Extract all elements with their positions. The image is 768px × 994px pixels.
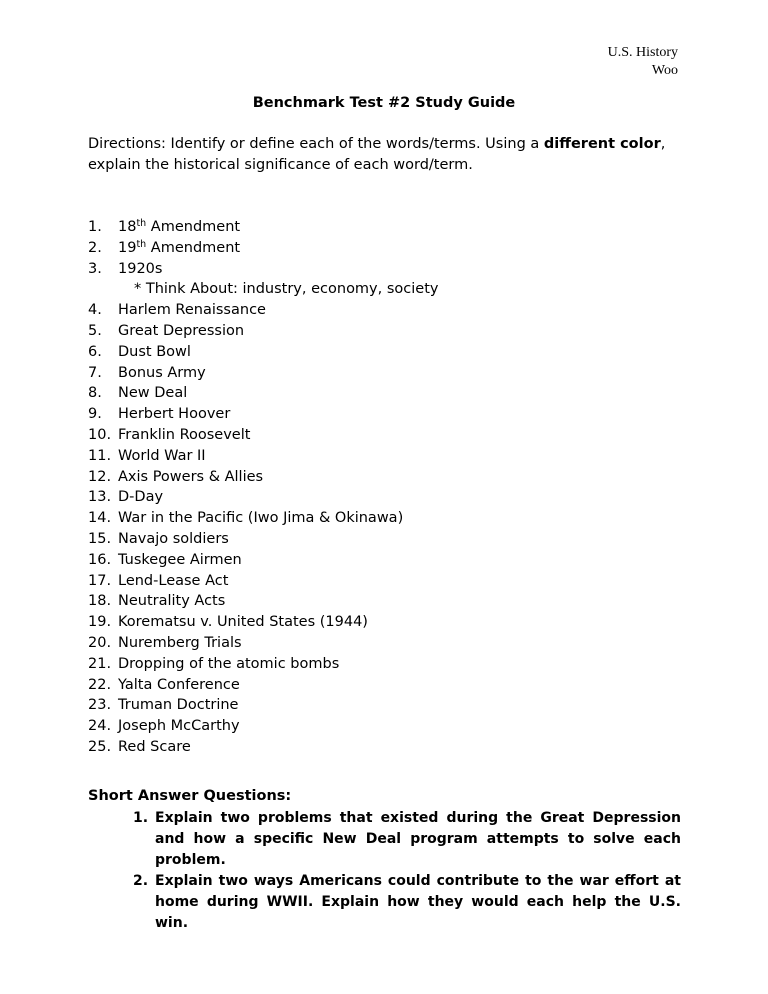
term-number: 10. [88, 426, 112, 443]
term-number: 5. [88, 322, 102, 339]
term-number: 2. [88, 239, 102, 256]
term-item [88, 633, 438, 654]
term-text: Yalta Conference [118, 676, 240, 693]
term-number: 21. [88, 655, 112, 672]
term-text: Dust Bowl [118, 343, 191, 360]
term-text: 1920s [118, 260, 163, 277]
short-answer-heading: Short Answer Questions: [88, 788, 292, 804]
term-number: 24. [88, 718, 112, 735]
directions-emphasis: different color [543, 136, 661, 152]
term-item [88, 654, 438, 675]
term-item [88, 675, 438, 696]
term-item [88, 238, 438, 259]
term-text-rest: Amendment [146, 219, 241, 235]
term-item [88, 321, 438, 342]
term-number: 8. [88, 385, 102, 402]
question-text: Explain two problems that existed during the Great Depression and how a specific New Deal program attempts to solve each problem. [155, 810, 681, 868]
directions-text-end: , explain the historical significance of each word/term. [88, 136, 666, 173]
term-text-rest: Amendment [146, 239, 241, 256]
course-name: U.S. History [607, 45, 678, 60]
term-text: War in the Pacific (Iwo Jima & Okinawa) [118, 510, 404, 527]
teacher-name: Woo [651, 63, 678, 78]
question-number: 1. [133, 810, 149, 826]
term-number: 6. [88, 343, 102, 360]
term-number: 16. [88, 551, 112, 568]
page-header [608, 44, 678, 80]
term-item [88, 591, 438, 612]
short-answer-question [133, 871, 681, 934]
term-superscript: th [136, 238, 147, 250]
term-number: 14. [88, 510, 112, 527]
term-superscript: th [136, 218, 147, 229]
directions-text-start: Directions: Identify or define each of the words/terms. Using a [88, 136, 544, 152]
term-text: Truman Doctrine [118, 697, 239, 714]
term-item [88, 716, 438, 737]
terms-list [88, 217, 438, 758]
term-number: 13. [88, 489, 112, 506]
term-number: 23. [88, 697, 112, 714]
short-answer-question [133, 808, 681, 871]
term-item [88, 342, 438, 363]
term-item [88, 550, 438, 571]
term-text: Navajo soldiers [118, 530, 229, 547]
term-number: 17. [88, 572, 112, 589]
term-text: Joseph McCarthy [118, 718, 240, 735]
question-number: 2. [133, 873, 149, 889]
term-item [88, 695, 438, 716]
term-item [88, 300, 438, 321]
term-number: 9. [88, 406, 102, 423]
term-number: 7. [88, 364, 102, 381]
term-number: 4. [88, 302, 102, 319]
term-item [88, 217, 438, 238]
term-text: 18 [118, 219, 137, 235]
term-text: World War II [118, 447, 206, 464]
page-title: Benchmark Test #2 Study Guide [252, 95, 516, 111]
term-number: 18. [88, 593, 112, 610]
term-number: 3. [88, 260, 102, 277]
term-text: Bonus Army [118, 364, 206, 381]
term-text: New Deal [118, 385, 188, 402]
directions-paragraph [88, 134, 688, 176]
term-number: 1. [88, 219, 102, 235]
term-text: 19 [118, 239, 137, 256]
term-item [88, 571, 438, 592]
term-text: D-Day [118, 489, 164, 506]
term-text: Nuremberg Trials [118, 634, 242, 651]
term-item [88, 383, 438, 404]
term-note [88, 279, 438, 300]
term-item [88, 467, 438, 488]
term-number: 12. [88, 468, 112, 485]
term-item [88, 612, 438, 633]
term-number: 22. [88, 676, 112, 693]
term-item [88, 737, 438, 758]
term-text: Lend-Lease Act [118, 572, 229, 589]
term-number: 25. [88, 738, 112, 755]
term-text: Franklin Roosevelt [118, 426, 251, 443]
term-number: 20. [88, 634, 112, 651]
term-text: Neutrality Acts [118, 593, 226, 610]
short-answer-list [133, 808, 681, 934]
term-item [88, 529, 438, 550]
term-item [88, 508, 438, 529]
term-text: Harlem Renaissance [118, 302, 266, 319]
term-number: 11. [88, 447, 112, 464]
term-text: Tuskegee Airmen [118, 551, 242, 568]
term-text: Great Depression [118, 322, 245, 339]
term-text: Axis Powers & Allies [118, 468, 264, 485]
term-text: Herbert Hoover [118, 406, 231, 423]
term-number: 19. [88, 614, 112, 631]
question-text: Explain two ways Americans could contribute to the war effort at home during WWII. Explain how they would each help the U.S. win. [155, 873, 681, 931]
term-item [88, 425, 438, 446]
term-text: Korematsu v. United States (1944) [118, 614, 368, 631]
term-item [88, 487, 438, 508]
term-item [88, 404, 438, 425]
term-item [88, 446, 438, 467]
term-note-text: * Think About: industry, economy, society [134, 281, 439, 298]
term-text: Red Scare [118, 738, 191, 755]
term-item [88, 259, 438, 280]
term-number: 15. [88, 530, 112, 547]
term-item [88, 363, 438, 384]
term-text: Dropping of the atomic bombs [118, 655, 340, 672]
